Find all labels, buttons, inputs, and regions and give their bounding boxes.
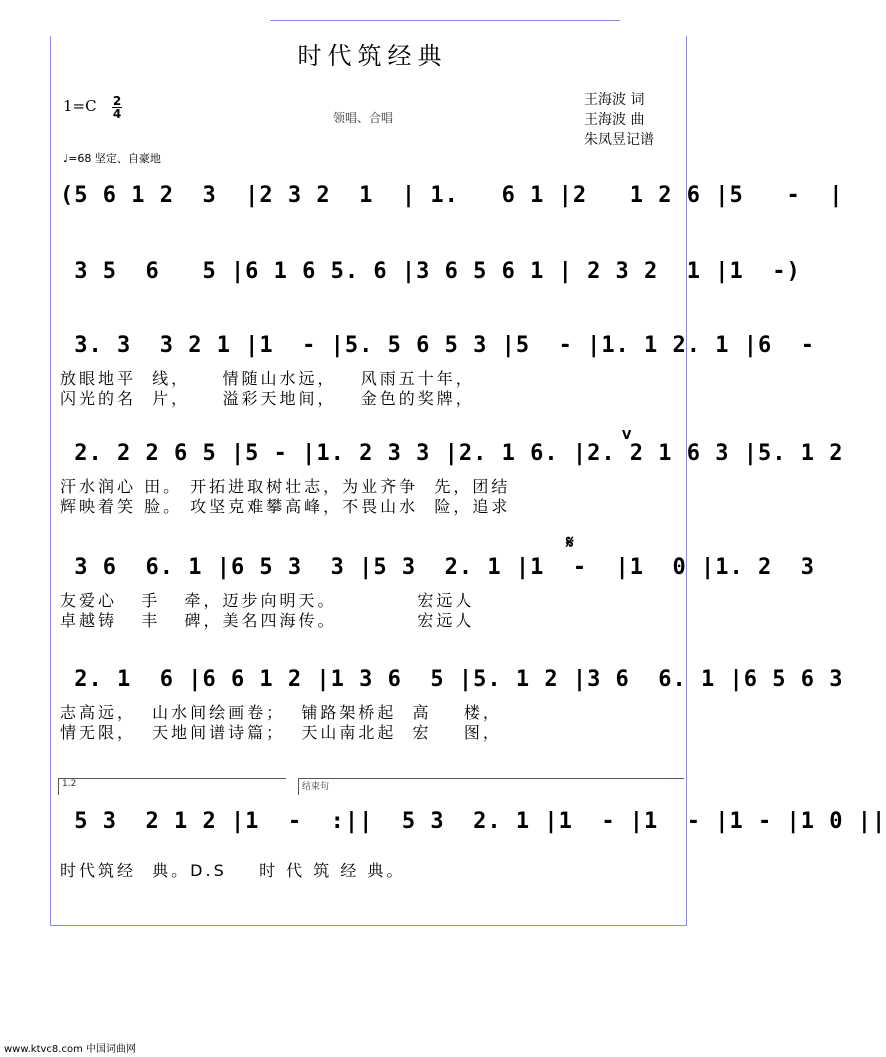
staff-line-2 <box>60 256 801 296</box>
tempo-marking: ♩=68 坚定、自豪地 <box>63 152 161 165</box>
notes-line-6: 2. 1 6 |6 6 1 2 |1 3 6 5 |5. 1 2 |3 6 6. 1 |6 5 6 3 <box>60 667 844 692</box>
notes-line-2: 3 5 6 5 |6 1 6 5. 6 |3 6 5 6 1 | 2 3 2 1 |1 -) <box>60 259 801 284</box>
staff-line-7 <box>60 806 886 846</box>
key-signature: 1=C <box>63 97 97 115</box>
lyrics-line-7: 时代筑经 典。D.S 时 代 筑 经 典。 <box>60 861 406 880</box>
coda-ending-bracket: 结束句 <box>298 778 684 795</box>
transcriber-credit: 朱凤昱记谱 <box>584 132 654 148</box>
lyrics-line-4-verse-2: 辉映着笑 脸。 攻坚克难攀高峰，不畏山水 险，追求 <box>60 497 511 516</box>
staff-line-4 <box>60 438 844 478</box>
segno-sign: 𝄋 <box>566 532 574 553</box>
lyrics-line-6-verse-2: 情无限， 天地间谱诗篇； 天山南北起 宏 图， <box>60 723 502 742</box>
lyrics-line-3-verse-1: 放眼地平 线， 情随山水远， 风雨五十年， <box>60 369 475 388</box>
lyrics-line-4-verse-1: 汗水润心 田。 开拓进取树壮志，为业齐争 先，团结 <box>60 477 511 496</box>
notes-line-1: (5 6 1 2 3 |2 3 2 1 | 1. 6 1 |2 1 2 6 |5 - | <box>60 183 844 208</box>
staff-line-1 <box>60 180 844 220</box>
lyrics-line-5-verse-1: 友爱心 手 牵，迈步向明天。 宏远人 <box>60 591 475 610</box>
time-signature-top: 2 <box>112 94 122 108</box>
composer-credit: 王海波 曲 <box>584 112 645 128</box>
credits <box>584 90 654 150</box>
notes-line-5: 3 6 6. 1 |6 5 3 3 |5 3 2. 1 |1 - |1 0 |1. 2 3 <box>60 555 815 580</box>
staff-line-6 <box>60 664 844 704</box>
first-ending-bracket: 1.2 <box>58 778 286 795</box>
lyrics-line-5-verse-2: 卓越铸 丰 碑，美名四海传。 宏远人 <box>60 611 475 630</box>
frame-right-line <box>686 36 687 926</box>
time-signature <box>112 95 122 120</box>
performance-role: 领唱、合唱 <box>333 111 394 125</box>
frame-top-line <box>270 20 620 21</box>
frame-bottom-line <box>50 925 687 926</box>
breath-mark: V <box>622 428 632 442</box>
song-title: 时代筑经典 <box>297 42 448 70</box>
notes-line-3: 3. 3 3 2 1 |1 - |5. 5 6 5 3 |5 - |1. 1 2. 1 |6 - <box>60 333 815 358</box>
footer-watermark: www.ktvc8.com 中国词曲网 <box>4 1044 137 1055</box>
lyricist-credit: 王海波 词 <box>584 92 645 108</box>
staff-line-5 <box>60 552 815 592</box>
frame-left-line <box>50 36 51 926</box>
notes-line-4: 2. 2 2 6 5 |5 - |1. 2 3 3 |2. 1 6. |2. 2 1 6 3 |5. 1 2 <box>60 441 844 466</box>
notes-line-7: 5 3 2 1 2 |1 - :|| 5 3 2. 1 |1 - |1 - |1 - |1 0 || <box>60 809 886 834</box>
lyrics-line-6-verse-1: 志高远， 山水间绘画卷； 铺路架桥起 高 楼， <box>60 703 502 722</box>
time-signature-bottom: 4 <box>112 107 122 121</box>
lyrics-line-3-verse-2: 闪光的名 片， 溢彩天地间， 金色的奖牌， <box>60 389 475 408</box>
staff-line-3 <box>60 330 815 370</box>
